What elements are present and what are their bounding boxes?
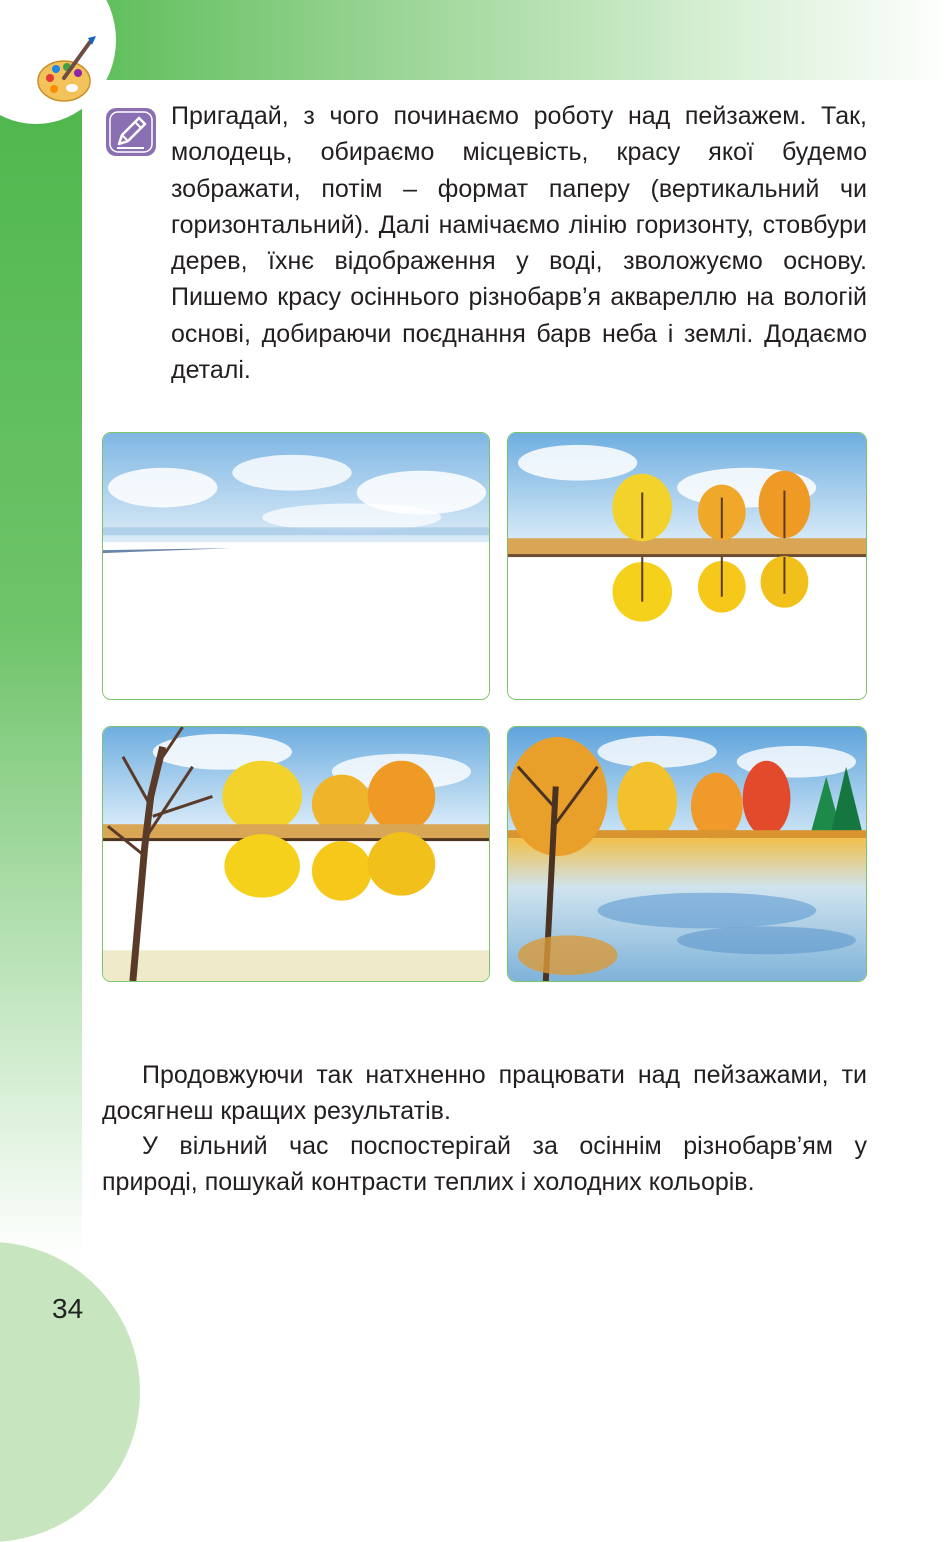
- footer-corner: [0, 1242, 140, 1542]
- header-band: [0, 0, 952, 80]
- pencil-icon: [104, 106, 158, 158]
- paragraph-observe: У вільний час поспостерігай за осіннім різнобарв’ям у природі, пошукай контрасти теплих і холодних кольорів.: [102, 1132, 867, 1196]
- paragraph-continue: Продовжуючи так натхненно працювати над пейзажами, ти досягнеш кращих результатів.: [102, 1061, 867, 1125]
- side-band: [0, 0, 82, 1260]
- palette-icon: [34, 36, 100, 106]
- illustration-step-1: [102, 432, 490, 700]
- illustration-step-2: [507, 432, 867, 700]
- intro-paragraph: Пригадай, з чого починаємо роботу над пейзажем. Так, молодець, обираємо місцевість, красу якої будемо зображати, потім – формат паперу (вертикальний чи горизонтальний). Далі намічаємо лінію горизонту, стовбури дерев, їхнє відображення у воді, зволожуємо основу. Пишемо красу осіннього різнобарв’я аквареллю на вологій основі, добираючи поєднання барв неба і землі. Додаємо деталі.: [171, 102, 867, 385]
- illustration-step-4: [507, 726, 867, 982]
- page-number: 34: [52, 1293, 84, 1324]
- illustration-step-3: [102, 726, 490, 982]
